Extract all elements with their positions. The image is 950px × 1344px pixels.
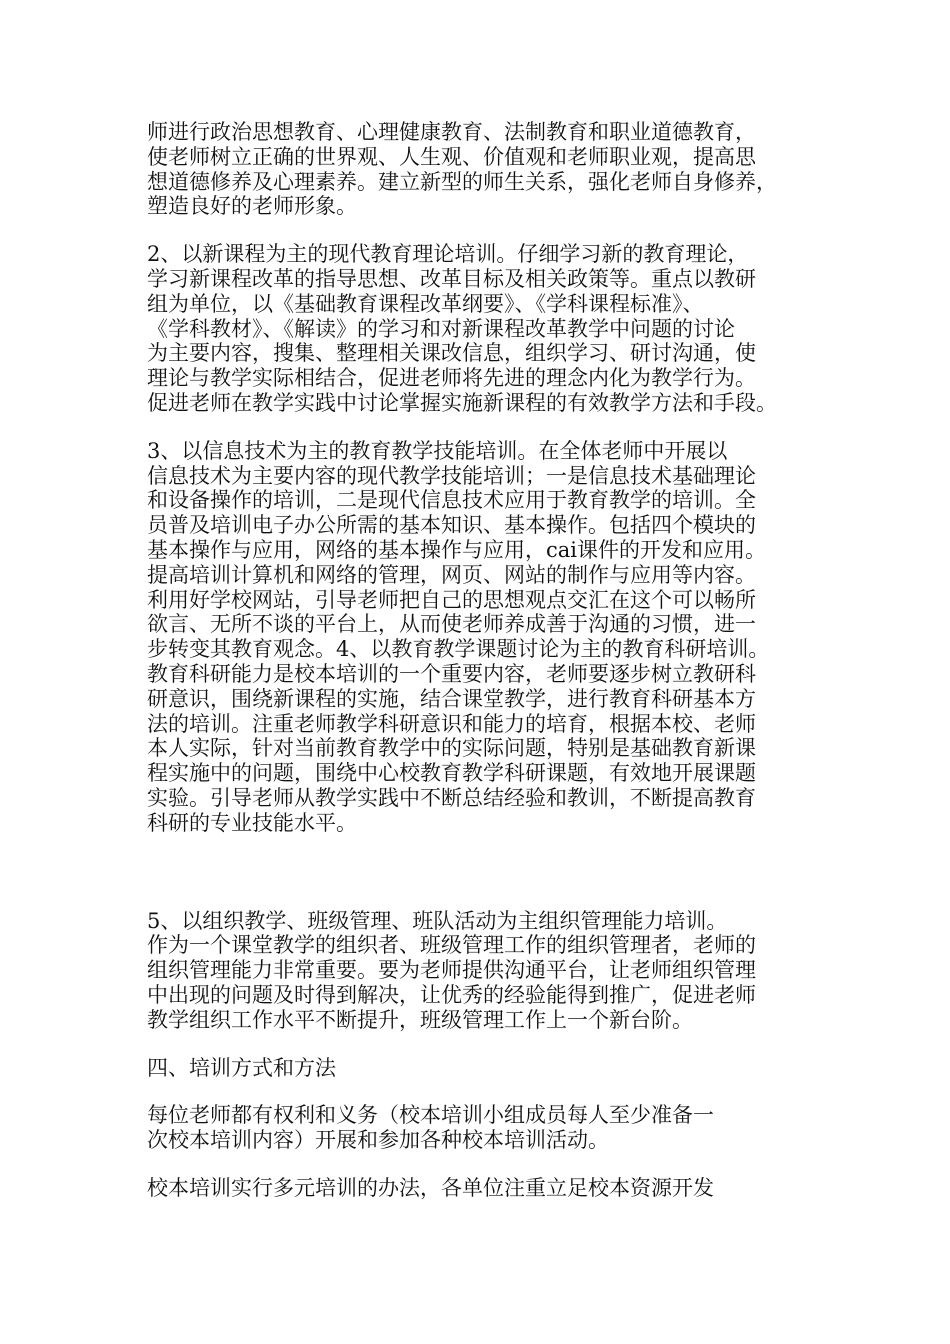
paragraph-spacer bbox=[147, 1153, 827, 1176]
paragraph-spacer bbox=[147, 1033, 827, 1056]
paragraph-spacer bbox=[147, 1080, 827, 1103]
paragraph-spacer bbox=[147, 219, 827, 242]
paragraph-spacer bbox=[147, 836, 827, 909]
paragraph-teacher-rights: 每位老师都有权利和义务（校本培训小组成员每人至少准备一 次校本培训内容）开展和参加各种校本培训活动。 bbox=[147, 1103, 714, 1153]
section-heading-training-methods: 四、培训方式和方法 bbox=[147, 1055, 336, 1080]
paragraph-management-training: 5、以组织教学、班级管理、班队活动为主组织管理能力培训。 作为一个课堂教学的组织者、班级管理工作的组织管理者，老师的 组织管理能力非常重要。要为老师提供沟通平台，让老师组织管理 中出现的问题及时得到解决，让优秀的经验能得到推广，促进老师 教学组织工作水平不断提升，班级管理工作上一个新台阶。 bbox=[147, 908, 756, 1032]
paragraph-new-curriculum-training: 2、以新课程为主的现代教育理论培训。仔细学习新的教育理论， 学习新课程改革的指导思想、改革目标及相关政策等。重点以教研 组为单位，以《基础教育课程改革纲要》、《学科课程标准》、 《学科教材》、《解读》的学习和对新课程改革教学中问题的讨论 为主要内容，搜集、整理相关课改信息，组织学习、研讨沟通，使 理论与教学实际相结合，促进老师将先进的理念内化为教学行为。 促进老师在教学实践中讨论掌握实施新课程的有效教学方法和手段。 bbox=[147, 242, 777, 415]
paragraph-moral-education: 师进行政治思想教育、心理健康教育、法制教育和职业道德教育， 使老师树立正确的世界观、人生观、价值观和老师职业观，提高思 想道德修养及心理素养。建立新型的师生关系，强化老师自身修养， 塑造良好的老师形象。 bbox=[147, 120, 777, 219]
document-page bbox=[147, 120, 827, 1201]
paragraph-it-skills-training: 3、以信息技术为主的教育教学技能培训。在全体老师中开展以 信息技术为主要内容的现代教学技能培训；一是信息技术基础理论 和设备操作的培训，二是现代信息技术应用于教育教学的培训。全 员普及培训电子办公所需的基本知识、基本操作。包括四个模块的 基本操作与应用，网络的基本操作与应用，cai课件的开发和应用。 提高培训计算机和网络的管理，网页、网站的制作与应用等内容。 利用好学校网站，引导老师把自己的思想观点交汇在这个可以畅所 欲言、无所不谈的平台上，从而使老师养成善于沟通的习惯，进一 步转变其教育观念。4、以教育教学课题讨论为主的教育科研培训。 教育科研能力是校本培训的一个重要内容，老师要逐步树立教研科 研意识，围绕新课程的实施，结合课堂教学，进行教育科研基本方 法的培训。注重老师教学科研意识和能力的培育，根据本校、老师 本人实际，针对当前教育教学中的实际问题，特别是基础教育新课 程实施中的问题，围绕中心校教育教学科研课题，有效地开展课题 实验。引导老师从教学实践中不断总结经验和教训，不断提高教育 科研的专业技能水平。 bbox=[147, 438, 770, 835]
paragraph-multi-training: 校本培训实行多元培训的办法，各单位注重立足校本资源开发 bbox=[147, 1175, 714, 1200]
paragraph-spacer bbox=[147, 416, 827, 439]
